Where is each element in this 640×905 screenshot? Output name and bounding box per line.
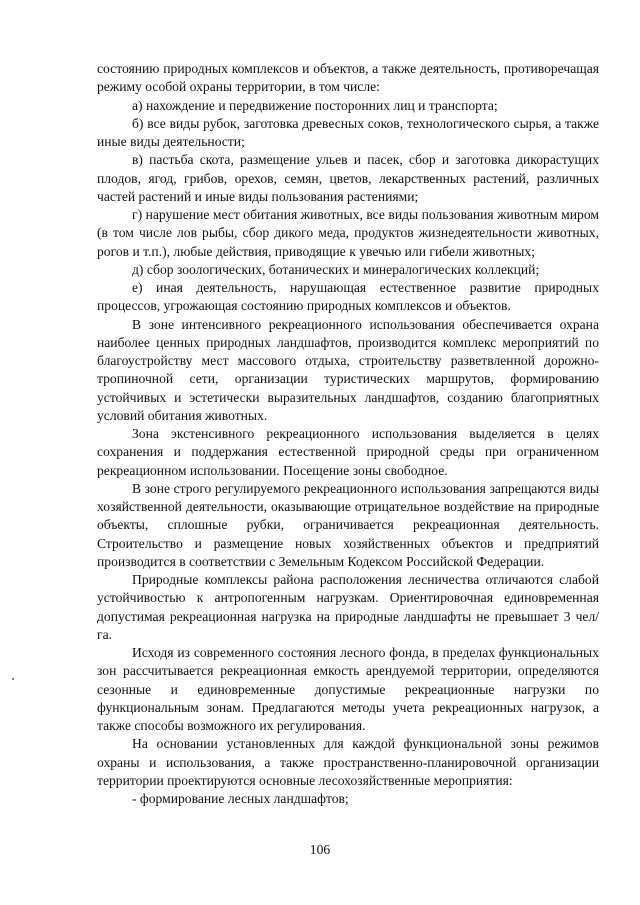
paragraph-intensive-zone: В зоне интенсивного рекреационного использования обеспечивается охрана наиболее ценных природных ландшафтов, производится комплекс мероприятий по благоустройству мест массового отдыха, строительству разветвленной дорожно-тропиночной сети, организации туристических маршрутов, формированию устойчивых и эстетически выразительных ландшафтов, созданию благоприятных условий обитания животных. [97,316,599,423]
list-item-g: г) нарушение мест обитания животных, все виды пользования животным миром (в том числе лов рыбы, сбор дикого меда, продуктов жизнедеятельности животных, рогов и т.п.), любые действия, приводящие к увечью или гибели животных; [97,207,599,259]
paragraph-forestry-measures: На основании установленных для каждой функциональной зоны режимов охраны и использования, а также пространственно-планировочной организации территории проектируются основные лесохозяйственные мероприятия: [97,736,599,788]
list-item-landscapes: - формирование лесных ландшафтов; [132,791,349,806]
list-item-v: в) пастьба скота, размещение ульев и пасек, сбор и заготовка дикорастущих плодов, ягод, грибов, орехов, семян, цветов, лекарственных растений, различных частей растений и иные виды пользования растениями; [97,152,599,204]
list-item-d: д) сбор зоологических, ботанических и минералогических коллекций; [132,261,540,277]
body-text [97,60,599,808]
list-item-a: а) нахождение и передвижение посторонних лиц и транспорта; [132,97,498,113]
paragraph-recreational-capacity: Исходя из современного состояния лесного фонда, в пределах функциональных зон рассчитывается рекреационная емкость арендуемой территории, определяются сезонные и единовременные допустимые рекреационные нагрузки по функциональным зонам. Предлагаются методы учета рекреационных нагрузок, а также способы возможного их регулирования. [97,645,599,733]
paragraph-extensive-zone: Зона экстенсивного рекреационного использования выделяется в целях сохранения и поддержания естественной природной среды при ограниченном рекреационном использовании. Посещение зоны свободное. [97,426,599,478]
paragraph-regulated-zone: В зоне строго регулируемого рекреационного использования запрещаются виды хозяйственной деятельности, оказывающие отрицательное воздействие на природные объекты, сплошные рубки, ограничивается рекреационная деятельность. Строительство и размещение новых хозяйственных объектов и предприятий производится в соответствии с Земельным Кодексом Российской Федерации. [97,480,599,569]
list-item-b: б) все виды рубок, заготовка древесных соков, технологического сырья, а также иные виды деятельности; [97,115,599,149]
page-number: 106 [309,842,331,857]
list-item-e: е) иная деятельность, нарушающая естественное развитие природных процессов, угрожающая состоянию природных комплексов и объектов. [97,280,599,314]
paragraph-natural-complexes: Природные комплексы района расположения лесничества отличаются слабой устойчивостью к антропогенным нагрузкам. Ориентировочная единовременная допустимая рекреационная нагрузка на природные ландшафты не превышает 3 чел/га. [97,572,599,642]
scan-speck [12,678,14,680]
paragraph-continuation: состоянию природных комплексов и объектов, а также деятельность, противоречащая режиму особой охраны территории, в том числе: [97,61,599,95]
